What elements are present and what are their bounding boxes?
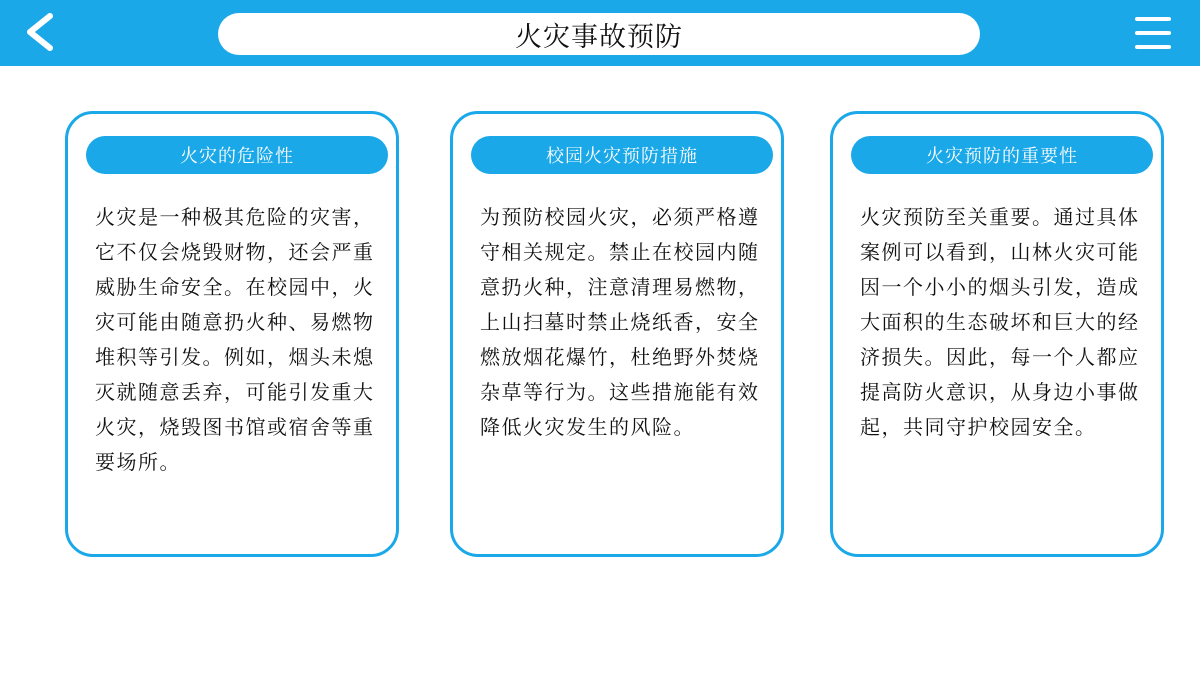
top-bar bbox=[0, 0, 1200, 66]
card-header bbox=[86, 136, 388, 174]
hamburger-menu-icon-line bbox=[1135, 45, 1171, 49]
card-body-text: 为预防校园火灾，必须严格遵守相关规定。禁止在校园内随意扔火种，注意清理易燃物，上山扫墓时禁止烧纸香，安全燃放烟花爆竹，杜绝野外焚烧杂草等行为。这些措施能有效降低火灾发生的风险。 bbox=[480, 205, 760, 439]
page-title: 火灾事故预防 bbox=[515, 21, 683, 53]
card-title: 校园火灾预防措施 bbox=[546, 146, 698, 167]
card-body-text: 火灾预防至关重要。通过具体案例可以看到，山林火灾可能因一个小小的烟头引发，造成大面积的生态破坏和巨大的经济损失。因此，每一个人都应提高防火意识，从身边小事做起，共同守护校园安全。 bbox=[860, 205, 1140, 439]
hamburger-menu-icon-line bbox=[1135, 31, 1171, 35]
hamburger-menu-icon bbox=[1135, 17, 1171, 21]
menu-button[interactable] bbox=[1133, 14, 1173, 52]
back-button[interactable] bbox=[18, 10, 62, 54]
card-title: 火灾的危险性 bbox=[180, 146, 294, 167]
card-title: 火灾预防的重要性 bbox=[926, 146, 1078, 167]
title-pill bbox=[218, 13, 980, 55]
chevron-left-icon bbox=[18, 10, 62, 54]
card-prevention-importance bbox=[830, 111, 1164, 557]
card-header bbox=[471, 136, 773, 174]
card-campus-prevention bbox=[450, 111, 784, 557]
card-header bbox=[851, 136, 1153, 174]
card-fire-danger bbox=[65, 111, 399, 557]
card-body-text: 火灾是一种极其危险的灾害，它不仅会烧毁财物，还会严重威胁生命安全。在校园中，火灾可能由随意扔火种、易燃物堆积等引发。例如，烟头未熄灭就随意丢弃，可能引发重大火灾，烧毁图书馆或宿舍等重要场所。 bbox=[95, 205, 375, 474]
